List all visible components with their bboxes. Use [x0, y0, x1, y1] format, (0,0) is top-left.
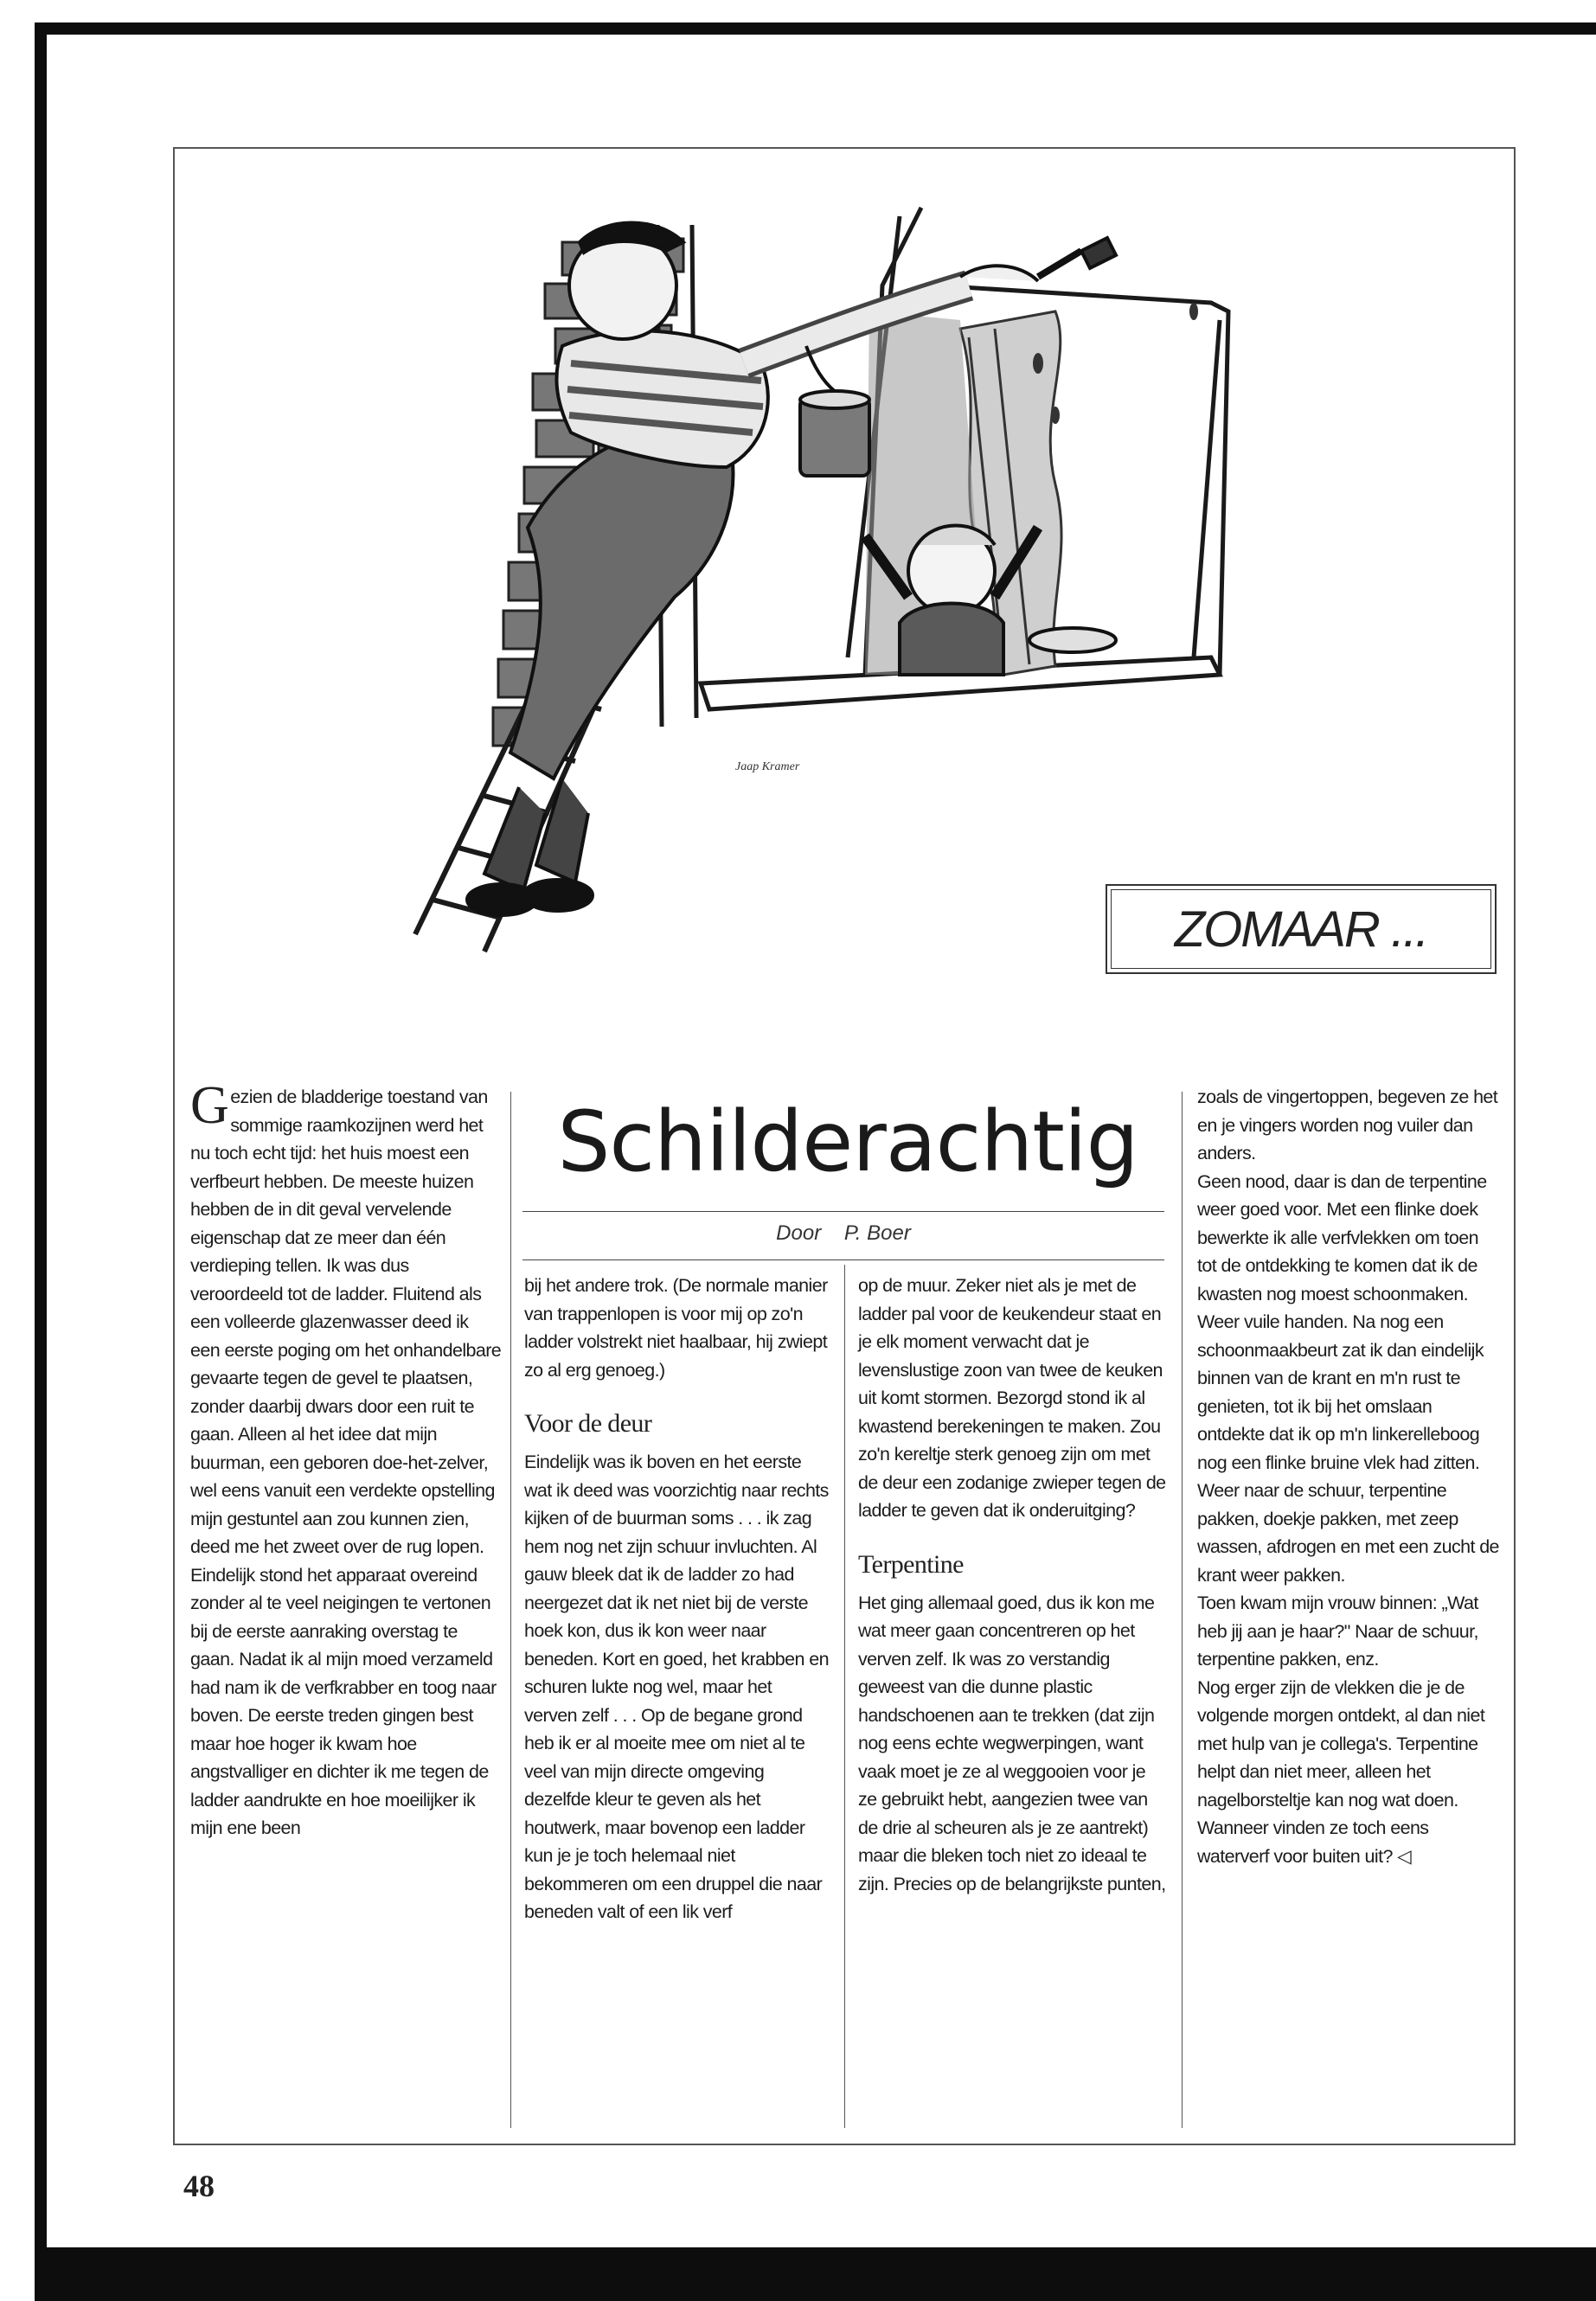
paragraph: zoals de vingertoppen, begeven ze het en je vingers worden nog vuiler dan anders.: [1197, 1086, 1498, 1163]
subheading-terpentine: Terpentine: [858, 1549, 964, 1579]
article-column-4: [1197, 1083, 1500, 1870]
column-rule-1: [510, 1092, 511, 2128]
column-rule-2: [844, 1265, 845, 2128]
paragraph: Geen nood, daar is dan de terpentine weer goed voor. Met een flinke doek bewerkte ik alle verfvlekken om toen tot de ontdekking te komen dat ik de kwasten nog moest schoonmaken. Weer vuile handen. Na nog een schoonmaakbeurt zat ik dan eindelijk binnen van de krant en m'n rust te genieten, tot ik bij het omslaan ontdekte dat ik op m'n linkerelleboog nog een flinke bruine vlek had zitten. Weer naar de schuur, terpentine pakken, doekje pakken, met zeep wassen, afdrogen en met een zucht de krant weer pakken.: [1197, 1170, 1499, 1586]
byline-rule-bottom: [522, 1259, 1164, 1260]
column-rule-3: [1182, 1092, 1183, 2128]
paragraph: Toen kwam mijn vrouw binnen: „Wat heb jij aan je haar?" Naar de schuur, terpentine pakken, enz.: [1197, 1593, 1478, 1670]
paragraph: bij het andere trok. (De normale manier van trappenlopen is voor mij op zo'n ladder volstrekt niet haalbaar, hij zwiept zo al erg genoeg.): [524, 1275, 828, 1381]
article-column-1: [190, 1076, 502, 1843]
illustration-signature: Jaap Kramer: [735, 760, 800, 773]
paragraph: Eindelijk was ik boven en het eerste wat ik deed was voorzichtig naar rechts kijken of de buurman soms . . . ik zag hem nog net zijn schuur invluchten. Al gauw bleek dat ik de ladder zo had neergezet dat ik net niet bij de verste hoek kon, dus ik kon weer naar beneden. Kort en goed, het krabben en schuren lukte nog wel, maar het verven zelf . . . Op de begane grond heb ik er al moeite mee om niet al te veel van mijn directe omgeving dezelfde kleur te geven als het houtwerk, maar bovenop een ladder kun je je toch helemaal niet bekommeren om een druppel die naar beneden valt of een lik verf: [524, 1452, 829, 1922]
paragraph: Nog erger zijn de vlekken die je de volgende morgen ontdekt, al dan niet met hulp van je collega's. Terpentine helpt dan niet meer, alleen het nagelborsteltje kan nog wat doen. Wanneer vinden ze toch eens waterverf voor buiten uit? ◁: [1197, 1676, 1485, 1867]
paragraph: Het ging allemaal goed, dus ik kon me wat meer gaan concentreren op het verven zelf. Ik was zo verstandig geweest van die dunne plastic handschoenen aan te trekken (dat zijn nog eens echte wegwerpingen, want vaak moet je ze al weggooien voor je ze gebruikt hebt, aangezien twee van de drie al scheuren als je ze aantrekt) maar die bleken toch niet zo ideaal te zijn. Precies op de belangrijkste punten,: [858, 1592, 1166, 1894]
subheading-voor-de-deur: Voor de deur: [524, 1409, 652, 1438]
paragraph: op de muur. Zeker niet als je met de ladder pal voor de keukendeur staat en je elk moment verwacht dat je levenslustige zoon van twee de keuken uit komt stormen. Bezorgd stond ik al kwastend berekeningen te maken. Zou zo'n kereltje sterk genoeg zijn om met de deur een zodanige zwieper tegen de ladder te geven dat ik onderuitging?: [858, 1275, 1166, 1521]
article-column-3: [858, 1272, 1168, 1898]
byline-author: P. Boer: [843, 1221, 911, 1245]
section-badge-label: ZOMAAR ...: [1111, 889, 1491, 969]
page-number: 48: [183, 2169, 215, 2203]
scan-border-left: [35, 22, 47, 2272]
paragraph: ezien de bladderige toestand van sommige raamkozijnen werd het nu toch echt tijd: het huis moest een verfbeurt hebben. De meeste huizen hebben de in dit geval vervelende eigenschap dat ze meer dan één verdieping tellen. Ik was dus veroordeeld tot de ladder. Fluitend als een volleerde glazenwasser deed ik een eerste poging om het onhandelbare gevaarte tegen de gevel te plaatsen, zonder daarbij dwars door een ruit te gaan. Alleen al het idee dat mijn buurman, een geboren doe-het-zelver, wel eens vanuit een verdekte opstelling mijn gestuntel aan zou kunnen zien, deed me het zweet over de rug lopen. Eindelijk stond het apparaat overeind zonder al te veel neigingen te vertonen bij de eerste aanraking overstag te gaan. Nadat ik al mijn moed verzameld had nam ik de verfkrabber en toog naar boven. De eerste treden gingen best maar hoe hoger ik kwam hoe angstvalliger en dichter ik me tegen de ladder aandrukte en hoe moeilijker ik mijn ene been: [190, 1086, 502, 1838]
drop-cap: G: [190, 1076, 229, 1135]
byline-prefix: Door: [776, 1221, 822, 1245]
scan-border-top: [35, 22, 1596, 35]
byline-rule-top: [522, 1211, 1164, 1212]
scan-border-bottom: [35, 2247, 1596, 2301]
section-badge: [1106, 884, 1497, 974]
painter-illustration: [363, 190, 1263, 986]
byline: [522, 1221, 1164, 1246]
paint-brush: [960, 238, 1116, 281]
paint-can: [800, 346, 869, 476]
article-title: Schilderachtig: [557, 1093, 1138, 1190]
article-column-2: [524, 1272, 829, 1926]
